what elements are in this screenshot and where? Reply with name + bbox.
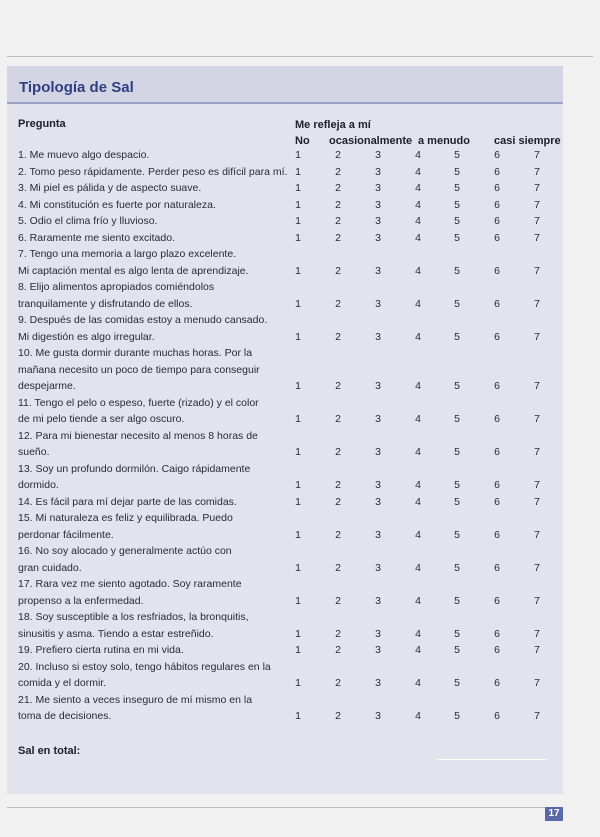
question-text-line: 7. Tengo una memoria a largo plazo excelente. xyxy=(18,248,237,260)
rating-option[interactable]: 1 xyxy=(295,495,301,508)
rating-option[interactable]: 7 xyxy=(534,149,540,161)
rating-option[interactable]: 1 xyxy=(295,380,301,392)
rating-option[interactable]: 6 xyxy=(494,446,500,458)
rating-option[interactable]: 3 xyxy=(375,677,381,689)
rating-option[interactable]: 6 xyxy=(494,479,500,491)
question-text-line: propenso a la enfermedad. xyxy=(18,594,144,607)
rating-option[interactable]: 5 xyxy=(454,627,460,640)
rating-option[interactable]: 7 xyxy=(534,710,540,722)
question-text-line: tranquilamente y disfrutando de ellos. xyxy=(18,297,193,310)
rating-option[interactable]: 2 xyxy=(335,561,341,574)
rating-option[interactable]: 4 xyxy=(415,479,421,491)
rating-option[interactable]: 3 xyxy=(375,149,381,161)
rating-option[interactable]: 5 xyxy=(454,594,460,607)
question-text-line: 11. Tengo el pelo o espeso, fuerte (rizado) y el color xyxy=(18,396,259,409)
rating-option[interactable]: 3 xyxy=(375,264,381,277)
rating-option[interactable]: 7 xyxy=(534,528,540,541)
rating-option[interactable]: 3 xyxy=(375,330,381,343)
rating-option[interactable]: 3 xyxy=(375,479,381,491)
rating-option[interactable]: 6 xyxy=(494,413,500,425)
question-text-line: dormido. xyxy=(18,479,59,491)
rating-option[interactable]: 5 xyxy=(454,644,460,656)
rating-option[interactable]: 3 xyxy=(375,561,381,574)
rating-option[interactable]: 3 xyxy=(375,165,381,178)
rating-option[interactable]: 7 xyxy=(534,446,540,458)
question-text-line: toma de decisiones. xyxy=(18,710,112,722)
rating-option[interactable]: 6 xyxy=(494,710,500,722)
rating-option[interactable]: 6 xyxy=(494,330,500,343)
rating-option[interactable]: 4 xyxy=(415,264,421,277)
rating-option[interactable]: 2 xyxy=(335,149,341,161)
rating-option[interactable]: 7 xyxy=(534,677,540,689)
rating-option[interactable]: 5 xyxy=(454,528,460,541)
question-text-line: 20. Incluso si estoy solo, tengo hábitos regulares en la xyxy=(18,660,271,673)
rating-option[interactable]: 7 xyxy=(534,182,540,194)
rating-option[interactable]: 6 xyxy=(494,677,500,689)
question-text-line: 1. Me muevo algo despacio. xyxy=(18,149,150,161)
header-often: a menudo xyxy=(418,135,470,147)
rating-option[interactable]: 4 xyxy=(415,528,421,541)
rating-option[interactable]: 4 xyxy=(415,413,421,425)
rating-option[interactable]: 2 xyxy=(335,528,341,541)
question-text-line: 6. Raramente me siento excitado. xyxy=(18,231,175,244)
rating-option[interactable]: 6 xyxy=(494,165,500,178)
rating-option[interactable]: 2 xyxy=(335,627,341,640)
rating-option[interactable]: 4 xyxy=(415,594,421,607)
rating-option[interactable]: 1 xyxy=(295,561,301,574)
rating-option[interactable]: 6 xyxy=(494,528,500,541)
rating-option[interactable]: 2 xyxy=(335,710,341,722)
rating-option[interactable]: 1 xyxy=(295,528,301,541)
rating-option[interactable]: 7 xyxy=(534,264,540,277)
rating-option[interactable]: 5 xyxy=(454,264,460,277)
rating-option[interactable]: 5 xyxy=(454,165,460,178)
question-text-line: 4. Mi constitución es fuerte por naturaleza. xyxy=(18,198,216,211)
rating-option[interactable]: 2 xyxy=(335,644,341,656)
question-text-line: 14. Es fácil para mí dejar parte de las comidas. xyxy=(18,495,237,508)
rating-option[interactable]: 3 xyxy=(375,215,381,227)
question-text-line: despejarme. xyxy=(18,380,76,392)
rating-option[interactable]: 1 xyxy=(295,479,301,491)
rating-option[interactable]: 6 xyxy=(494,380,500,392)
rating-option[interactable]: 2 xyxy=(335,215,341,227)
rating-option[interactable]: 7 xyxy=(534,594,540,607)
question-text-line: mañana necesito un poco de tiempo para conseguir xyxy=(18,363,260,376)
rating-option[interactable]: 5 xyxy=(454,198,460,211)
question-text-line: Mi digestión es algo irregular. xyxy=(18,330,155,343)
rating-option[interactable]: 7 xyxy=(534,495,540,508)
rating-option[interactable]: 2 xyxy=(335,479,341,491)
rating-option[interactable]: 1 xyxy=(295,627,301,640)
rating-option[interactable]: 5 xyxy=(454,330,460,343)
rating-option[interactable]: 2 xyxy=(335,413,341,425)
rating-option[interactable]: 5 xyxy=(454,561,460,574)
question-text-line: 5. Odio el clima frío y lluvioso. xyxy=(18,215,158,227)
rating-option[interactable]: 7 xyxy=(534,380,540,392)
rating-option[interactable]: 6 xyxy=(494,198,500,211)
rating-option[interactable]: 1 xyxy=(295,182,301,194)
rating-option[interactable]: 3 xyxy=(375,528,381,541)
rating-option[interactable]: 7 xyxy=(534,165,540,178)
rating-option[interactable]: 7 xyxy=(534,330,540,343)
header-question: Pregunta xyxy=(18,118,66,130)
rating-option[interactable]: 2 xyxy=(335,380,341,392)
rating-option[interactable]: 7 xyxy=(534,231,540,244)
question-text-line: 19. Prefiero cierta rutina en mi vida. xyxy=(18,644,184,656)
rating-option[interactable]: 4 xyxy=(415,149,421,161)
rating-option[interactable]: 1 xyxy=(295,149,301,161)
question-text-line: 2. Tomo peso rápidamente. Perder peso es difícil para mí. xyxy=(18,165,288,178)
rating-option[interactable]: 1 xyxy=(295,198,301,211)
rating-option[interactable]: 1 xyxy=(295,231,301,244)
rating-option[interactable]: 2 xyxy=(335,495,341,508)
question-text-line: gran cuidado. xyxy=(18,561,82,574)
rating-option[interactable]: 7 xyxy=(534,627,540,640)
rating-option[interactable]: 6 xyxy=(494,561,500,574)
rating-option[interactable]: 4 xyxy=(415,215,421,227)
rating-option[interactable]: 1 xyxy=(295,165,301,178)
rating-option[interactable]: 5 xyxy=(454,479,460,491)
question-text-line: 12. Para mi bienestar necesito al menos 8 horas de xyxy=(18,429,258,442)
rating-option[interactable]: 5 xyxy=(454,149,460,161)
page-number: 17 xyxy=(545,807,563,821)
rating-option[interactable]: 1 xyxy=(295,710,301,722)
rating-option[interactable]: 3 xyxy=(375,231,381,244)
header-no: No xyxy=(295,135,310,147)
rating-option[interactable]: 6 xyxy=(494,149,500,161)
header-occasionally: ocasionalmente xyxy=(329,135,413,147)
rating-option[interactable]: 1 xyxy=(295,264,301,277)
bottom-divider xyxy=(7,807,545,808)
rating-option[interactable]: 7 xyxy=(534,297,540,310)
question-text-line: comida y el dormir. xyxy=(18,677,107,689)
question-text-line: de mi pelo tiende a ser algo oscuro. xyxy=(18,413,185,425)
rating-option[interactable]: 4 xyxy=(415,495,421,508)
rating-option[interactable]: 5 xyxy=(454,231,460,244)
rating-option[interactable]: 3 xyxy=(375,627,381,640)
rating-option[interactable]: 2 xyxy=(335,198,341,211)
rating-option[interactable]: 6 xyxy=(494,594,500,607)
rating-option[interactable]: 5 xyxy=(454,182,460,194)
rating-option[interactable]: 7 xyxy=(534,215,540,227)
rating-option[interactable]: 3 xyxy=(375,413,381,425)
rating-option[interactable]: 2 xyxy=(335,594,341,607)
rating-option[interactable]: 1 xyxy=(295,330,301,343)
rating-option[interactable]: 5 xyxy=(454,297,460,310)
rating-option[interactable]: 2 xyxy=(335,165,341,178)
rating-option[interactable]: 2 xyxy=(335,182,341,194)
rating-option[interactable]: 3 xyxy=(375,594,381,607)
question-text-line: 3. Mi piel es pálida y de aspecto suave. xyxy=(18,182,202,194)
rating-option[interactable]: 3 xyxy=(375,182,381,194)
page-title: Tipología de Sal xyxy=(19,79,134,96)
rating-option[interactable]: 2 xyxy=(335,297,341,310)
rating-option[interactable]: 2 xyxy=(335,446,341,458)
rating-option[interactable]: 3 xyxy=(375,644,381,656)
rating-option[interactable]: 5 xyxy=(454,380,460,392)
rating-option[interactable]: 7 xyxy=(534,479,540,491)
rating-option[interactable]: 1 xyxy=(295,413,301,425)
question-text-line: 10. Me gusta dormir durante muchas horas. Por la xyxy=(18,347,253,359)
rating-option[interactable]: 4 xyxy=(415,182,421,194)
rating-option[interactable]: 4 xyxy=(415,677,421,689)
rating-option[interactable]: 7 xyxy=(534,198,540,211)
rating-option[interactable]: 4 xyxy=(415,231,421,244)
rating-option[interactable]: 1 xyxy=(295,446,301,458)
rating-option[interactable]: 4 xyxy=(415,297,421,310)
rating-option[interactable]: 3 xyxy=(375,297,381,310)
total-label: Sal en total: xyxy=(18,745,81,757)
rating-option[interactable]: 3 xyxy=(375,710,381,722)
question-text-line: perdonar fácilmente. xyxy=(18,528,114,541)
rating-option[interactable]: 3 xyxy=(375,446,381,458)
question-text-line: 8. Elijo alimentos apropiados comiéndolos xyxy=(18,281,215,293)
rating-option[interactable]: 6 xyxy=(494,215,500,227)
rating-option[interactable]: 4 xyxy=(415,165,421,178)
top-divider xyxy=(7,56,593,57)
rating-option[interactable]: 1 xyxy=(295,297,301,310)
rating-option[interactable]: 6 xyxy=(494,182,500,194)
question-text-line: 9. Después de las comidas estoy a menudo cansado. xyxy=(18,314,268,326)
rating-option[interactable]: 5 xyxy=(454,710,460,722)
title-bar xyxy=(7,66,563,104)
rating-option[interactable]: 5 xyxy=(454,495,460,508)
rating-option[interactable]: 6 xyxy=(494,264,500,277)
question-text-line: Mi captación mental es algo lenta de aprendizaje. xyxy=(18,264,249,277)
header-almost-always: casi siempre xyxy=(494,135,561,147)
rating-option[interactable]: 1 xyxy=(295,215,301,227)
rating-option[interactable]: 4 xyxy=(415,380,421,392)
rating-option[interactable]: 6 xyxy=(494,297,500,310)
rating-option[interactable]: 4 xyxy=(415,644,421,656)
rating-option[interactable]: 4 xyxy=(415,446,421,458)
question-text-line: sinusitis y asma. Tiendo a estar estreñido. xyxy=(18,627,214,640)
rating-option[interactable]: 2 xyxy=(335,264,341,277)
rating-option[interactable]: 4 xyxy=(415,330,421,343)
header-reflects: Me refleja a mí xyxy=(295,119,371,131)
rating-option[interactable]: 5 xyxy=(454,215,460,227)
question-text-line: 13. Soy un profundo dormilón. Caigo rápidamente xyxy=(18,462,251,475)
rating-option[interactable]: 2 xyxy=(335,330,341,343)
rating-option[interactable]: 7 xyxy=(534,413,540,425)
rating-option[interactable]: 2 xyxy=(335,677,341,689)
rating-option[interactable]: 4 xyxy=(415,198,421,211)
questionnaire-panel xyxy=(7,66,563,794)
rating-option[interactable]: 3 xyxy=(375,495,381,508)
total-answer-line xyxy=(437,759,547,760)
rating-option[interactable]: 1 xyxy=(295,677,301,689)
question-text-line: 18. Soy susceptible a los resfriados, la bronquitis, xyxy=(18,611,249,623)
rating-option[interactable]: 6 xyxy=(494,627,500,640)
rating-option[interactable]: 5 xyxy=(454,413,460,425)
rating-option[interactable]: 4 xyxy=(415,561,421,574)
rating-option[interactable]: 5 xyxy=(454,446,460,458)
question-text-line: 21. Me siento a veces inseguro de mí mismo en la xyxy=(18,693,253,706)
question-text-line: 17. Rara vez me siento agotado. Soy raramente xyxy=(18,578,242,590)
rating-option[interactable]: 6 xyxy=(494,495,500,508)
rating-option[interactable]: 4 xyxy=(415,627,421,640)
rating-option[interactable]: 2 xyxy=(335,231,341,244)
rating-option[interactable]: 5 xyxy=(454,677,460,689)
rating-option[interactable]: 4 xyxy=(415,710,421,722)
rating-option[interactable]: 6 xyxy=(494,231,500,244)
rating-option[interactable]: 6 xyxy=(494,644,500,656)
rating-option[interactable]: 3 xyxy=(375,380,381,392)
rating-option[interactable]: 1 xyxy=(295,594,301,607)
question-text-line: sueño. xyxy=(18,446,50,458)
question-text-line: 16. No soy alocado y generalmente actúo con xyxy=(18,545,232,557)
rating-option[interactable]: 3 xyxy=(375,198,381,211)
rating-option[interactable]: 7 xyxy=(534,644,540,656)
question-text-line: 15. Mi naturaleza es feliz y equilibrada. Puedo xyxy=(18,512,233,524)
rating-option[interactable]: 7 xyxy=(534,561,540,574)
rating-option[interactable]: 1 xyxy=(295,644,301,656)
